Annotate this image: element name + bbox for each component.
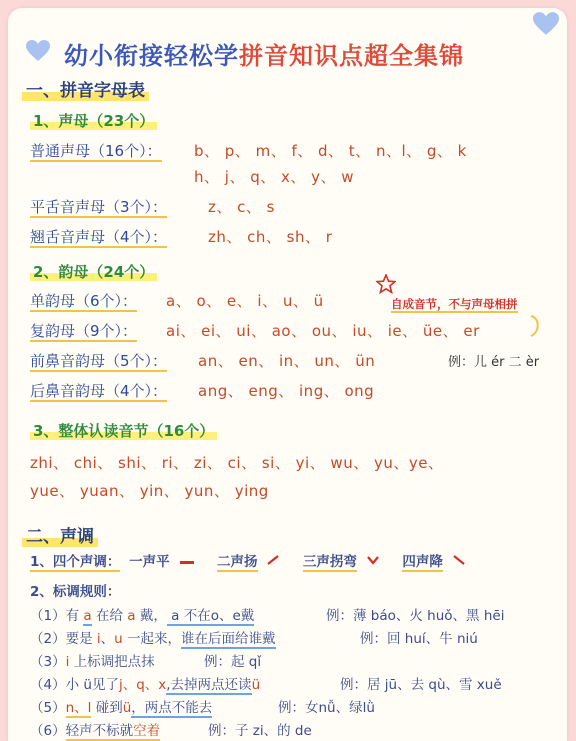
row-label: 翘舌音声母（4个）： bbox=[30, 228, 168, 246]
subsection-heading: 3、整体认读音节（16个） bbox=[30, 420, 217, 441]
syllable-list: zhi、 chi、 shi、 ri、 zi、 ci、 si、 yi、 wu、 yu、ye、 bbox=[30, 454, 444, 472]
subsection-heading: 2、韵母（24个） bbox=[30, 261, 157, 282]
tone-dipping-mark-icon bbox=[366, 554, 380, 566]
rule-item: （6）轻声不标就空着 bbox=[30, 723, 161, 739]
rule-item: （4）小 ü见了j、q、x,去掉两点还读ü bbox=[30, 677, 261, 693]
tone-rising-mark-icon bbox=[266, 554, 280, 566]
example-text: 例：薄 báo、火 huǒ、黑 hēi bbox=[326, 608, 505, 624]
page-card bbox=[8, 8, 567, 741]
annotation-note: 自成音节，不与声母相拼 bbox=[391, 297, 518, 311]
row-label: 前鼻音韵母（5个）： bbox=[30, 352, 168, 370]
example-text: 例：子 zi、的 de bbox=[208, 723, 312, 739]
page-title: 幼小衔接轻松学拼音知识点超全集锦 bbox=[64, 42, 464, 70]
row-label: 平舌音声母（3个）： bbox=[30, 198, 168, 216]
rule-item: （5）n、l 碰到ü，两点不能去 bbox=[30, 700, 213, 716]
subsection-heading: 1、声母（23个） bbox=[30, 110, 157, 131]
heart-icon bbox=[533, 12, 559, 36]
row-label: 单韵母（6个）： bbox=[30, 292, 138, 310]
bracket-mark-icon bbox=[528, 314, 542, 338]
example-text: 例：居 jū、去 qù、雪 xuě bbox=[340, 677, 502, 693]
heart-icon bbox=[26, 40, 50, 62]
tone-flat-mark-icon bbox=[180, 561, 194, 564]
row-label: 后鼻音韵母（4个）： bbox=[30, 382, 168, 400]
syllable-list: yue、 yuan、 yin、 yun、 ying bbox=[30, 482, 269, 500]
tone-falling-mark-icon bbox=[452, 554, 466, 566]
example-text: 例：女nǚ、绿lǜ bbox=[278, 700, 375, 716]
example-text: 例：回 huí、牛 niú bbox=[360, 631, 478, 647]
rules-heading: 2、标调规则： bbox=[30, 584, 121, 600]
tones-row bbox=[30, 550, 466, 570]
section-heading: 二、声调 bbox=[22, 522, 98, 547]
row-value: z、 c、 s bbox=[208, 198, 275, 216]
section-heading: 一、拼音字母表 bbox=[22, 76, 149, 101]
row-value: h、 j、 q、 x、 y、 w bbox=[194, 168, 355, 186]
row-label: 复韵母（9个）： bbox=[30, 322, 138, 340]
rule-item: （3）i 上标调把点抹 bbox=[30, 654, 155, 670]
tones-label: 1、四个声调： bbox=[30, 554, 121, 570]
row-value: an、 en、 in、 un、 ün bbox=[198, 352, 376, 370]
star-icon bbox=[376, 274, 396, 294]
tone-1: 一声平 bbox=[129, 554, 170, 570]
example-text: 例：起 qǐ bbox=[204, 654, 262, 670]
tone-3: 三声拐弯 bbox=[302, 554, 357, 570]
row-value: ang、 eng、 ing、 ong bbox=[198, 382, 375, 400]
row-value: b、 p、 m、 f、 d、 t、 n、l、 g、 k bbox=[194, 142, 467, 160]
row-value: zh、 ch、 sh、 r bbox=[208, 228, 333, 246]
tone-2: 二声扬 bbox=[217, 554, 258, 570]
row-value: ai、 ei、 ui、 ao、 ou、 iu、 ie、 üe、 er bbox=[166, 322, 480, 340]
rule-item: （1）有 a 在给 a 戴， a 不在o、e戴 bbox=[30, 608, 255, 624]
rule-item: （2）要是 i、u 一起来，谁在后面给谁戴 bbox=[30, 631, 276, 647]
tone-4: 四声降 bbox=[402, 554, 443, 570]
example-text: 例：儿 ér 二 èr bbox=[448, 355, 540, 370]
row-value: a、 o、 e、 i、 u、 ü bbox=[166, 292, 324, 310]
row-label: 普通声母（16个）： bbox=[30, 142, 162, 160]
